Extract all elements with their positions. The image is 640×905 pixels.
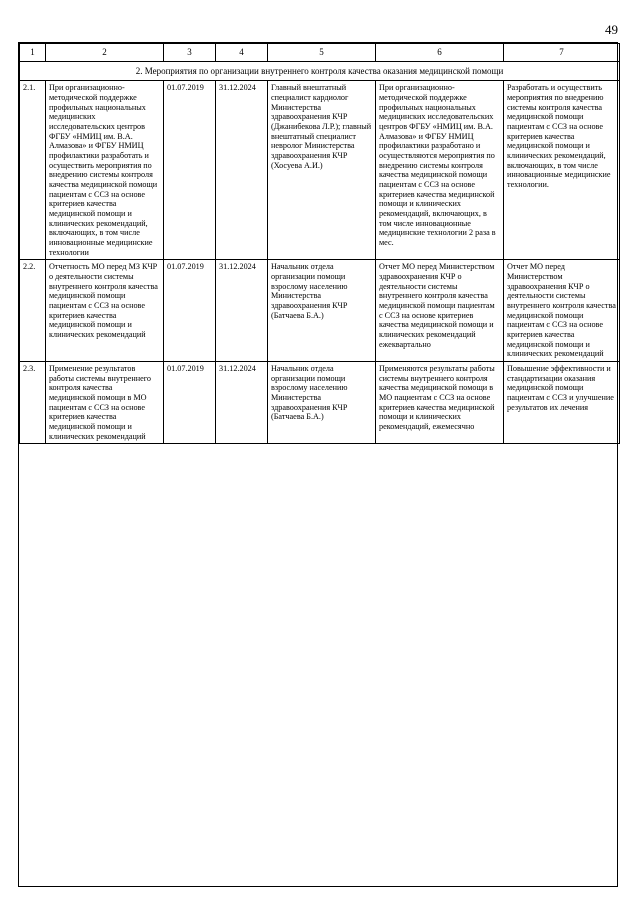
column-number: 3 bbox=[164, 44, 216, 62]
end-date-cell: 31.12.2024 bbox=[216, 362, 268, 444]
table-row bbox=[20, 362, 620, 444]
responsible-cell: Главный внештатный специалист кардиолог Министерства здравоохранения КЧР (Джанибекова Л.Р.); главный внештатный специалист невролог Министерства здравоохранения КЧР (Хосуева А.И.) bbox=[268, 81, 376, 260]
row-number: 2.1. bbox=[20, 81, 46, 260]
activity-cell: Применение результатов работы системы внутреннего контроля качества медицинской помощи в МО пациентам с ССЗ на основе критериев качества медицинской помощи и клинических рекомендаций bbox=[46, 362, 164, 444]
goal-cell: Отчет МО перед Министерством здравоохранения КЧР о деятельности системы внутреннего контроля качества медицинской помощи пациентам с ССЗ на основе критериев качества медицинской помощи и клинических рекомендаций bbox=[504, 260, 620, 362]
column-number: 2 bbox=[46, 44, 164, 62]
table-row bbox=[20, 81, 620, 260]
responsible-cell: Начальник отдела организации помощи взрослому населению Министерства здравоохранения КЧР (Батчаева Б.А.) bbox=[268, 362, 376, 444]
end-date-cell: 31.12.2024 bbox=[216, 260, 268, 362]
result-cell: Применяются результаты работы системы внутреннего контроля качества медицинской помощи в МО пациентам с ССЗ на основе критериев качества медицинской помощи и клинических рекомендаций, ежемесячно bbox=[376, 362, 504, 444]
column-number: 6 bbox=[376, 44, 504, 62]
start-date-cell: 01.07.2019 bbox=[164, 260, 216, 362]
activity-cell: При организационно-методической поддержке профильных национальных медицинских исследовательских центров ФГБУ «НМИЦ им. В.А. Алмазова» и ФГБУ НМИЦ профилактики разработать и осуществить мероприятия по внедрению системы контроля качества медицинской помощи пациентам с ССЗ на основе критериев качества медицинской помощи и клинических рекомендаций, включающих, в том числе инновационные медицинские технологии bbox=[46, 81, 164, 260]
column-number: 7 bbox=[504, 44, 620, 62]
start-date-cell: 01.07.2019 bbox=[164, 362, 216, 444]
section-title: 2. Мероприятия по организации внутреннего контроля качества оказания медицинской помощи bbox=[20, 61, 620, 81]
page-number: 49 bbox=[605, 22, 618, 37]
table-row bbox=[20, 260, 620, 362]
result-cell: Отчет МО перед Министерством здравоохранения КЧР о деятельности системы внутреннего контроля качества медицинской помощи пациентам с ССЗ на основе критериев качества медицинской помощи и клинических рекомендаций ежеквартально bbox=[376, 260, 504, 362]
result-cell: При организационно-методической поддержке профильных национальных медицинских исследовательских центров ФГБУ «НМИЦ им. В.А. Алмазова» и ФГБУ НМИЦ профилактики разработано и осуществляются мероприятия по внедрению системы контроля качества медицинской помощи пациентам с ССЗ на основе критериев качества медицинской помощи и клинических рекомендаций, включающих, в том числе инновационные медицинские технологии 2 раза в мес. bbox=[376, 81, 504, 260]
goal-cell: Повышение эффективности и стандартизации оказания медицинской помощи пациентам с ССЗ и улучшение результатов их лечения bbox=[504, 362, 620, 444]
document-table-container bbox=[18, 42, 618, 887]
activity-cell: Отчетность МО перед МЗ КЧР о деятельности системы внутреннего контроля качества медицинской помощи пациентам с ССЗ на основе критериев качества медицинской помощи и клинических рекомендаций bbox=[46, 260, 164, 362]
row-number: 2.2. bbox=[20, 260, 46, 362]
goal-cell: Разработать и осуществить мероприятия по внедрению системы контроля качества медицинской помощи пациентам с ССЗ на основе критериев качества медицинской помощи и клинических рекомендаций, включающих, в том числе инновационные медицинские технологии. bbox=[504, 81, 620, 260]
responsible-cell: Начальник отдела организации помощи взрослому населению Министерства здравоохранения КЧР (Батчаева Б.А.) bbox=[268, 260, 376, 362]
end-date-cell: 31.12.2024 bbox=[216, 81, 268, 260]
plan-table bbox=[19, 43, 620, 444]
start-date-cell: 01.07.2019 bbox=[164, 81, 216, 260]
section-row bbox=[20, 61, 620, 81]
column-number: 1 bbox=[20, 44, 46, 62]
row-number: 2.3. bbox=[20, 362, 46, 444]
column-number: 4 bbox=[216, 44, 268, 62]
column-number: 5 bbox=[268, 44, 376, 62]
column-number-row bbox=[20, 44, 620, 62]
